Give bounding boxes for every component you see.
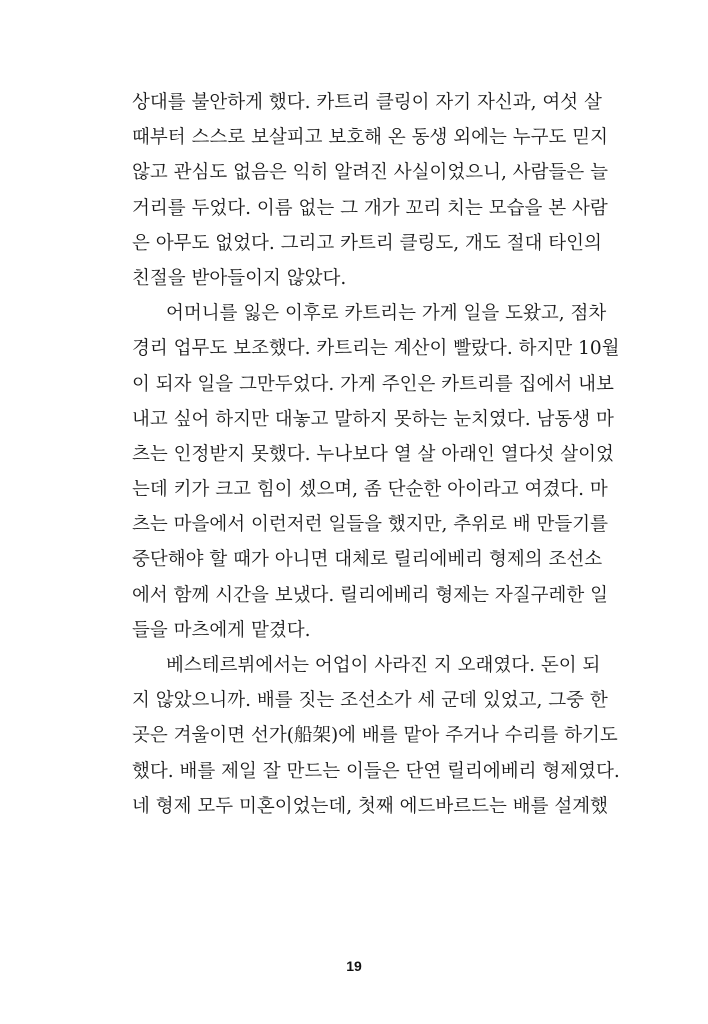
text-line: 친절을 받아들이지 않았다. — [132, 267, 347, 289]
text-line: 츠는 마을에서 이런저런 일들을 했지만, 추위로 배 만들기를 — [132, 514, 608, 536]
paragraph-start-line: 베스테르뷔에서는 어업이 사라진 지 오래였다. 돈이 되 — [166, 655, 601, 676]
text-line: 중단해야 할 때가 아니면 대체로 릴리에베리 형제의 조선소 — [132, 549, 603, 571]
text-line: 곳은 겨울이면 선가(船架)에 배를 맡아 주거나 수리를 하기도 — [132, 725, 618, 747]
text-line: 에서 함께 시간을 보냈다. 릴리에베리 형제는 자질구레한 일 — [132, 584, 608, 606]
text-line: 했다. 배를 제일 잘 만드는 이들은 단연 릴리에베리 형제였다. — [132, 760, 620, 782]
text-line: 츠는 인정받지 못했다. 누나보다 열 살 아래인 열다섯 살이었 — [132, 443, 614, 465]
text-line: 않고 관심도 없음은 익히 알려진 사실이었으니, 사람들은 늘 — [132, 162, 608, 184]
text-line: 들을 마츠에게 맡겼다. — [132, 619, 311, 641]
paragraph-start-line: 어머니를 잃은 이후로 카트리는 가게 일을 도왔고, 점차 — [166, 303, 607, 325]
text-line: 거리를 두었다. 이름 없는 그 개가 꼬리 치는 모습을 본 사람 — [132, 197, 608, 219]
text-line: 때부터 스스로 보살피고 보호해 온 동생 외에는 누구도 믿지 — [132, 127, 608, 149]
text-line: 상대를 불안하게 했다. 카트리 클링이 자기 자신과, 여섯 살 — [132, 92, 602, 113]
text-line: 지 않았으니까. 배를 짓는 조선소가 세 군데 있었고, 그중 한 — [132, 690, 608, 712]
text-line: 내고 싶어 하지만 대놓고 말하지 못하는 눈치였다. 남동생 마 — [132, 408, 614, 430]
text-line: 은 아무도 없었다. 그리고 카트리 클링도, 개도 절대 타인의 — [132, 232, 602, 254]
text-line: 는데 키가 크고 힘이 셌으며, 좀 단순한 아이라고 여겼다. 마 — [132, 479, 608, 501]
text-line: 이 되자 일을 그만두었다. 가게 주인은 카트리를 집에서 내보 — [132, 373, 614, 395]
body-text — [132, 88, 620, 827]
text-line: 경리 업무도 보조했다. 카트리는 계산이 빨랐다. 하지만 10월 — [132, 338, 620, 360]
text-line: 네 형제 모두 미혼이었는데, 첫째 에드바르드는 배를 설계했 — [132, 795, 608, 817]
page-number: 19 — [346, 958, 362, 974]
